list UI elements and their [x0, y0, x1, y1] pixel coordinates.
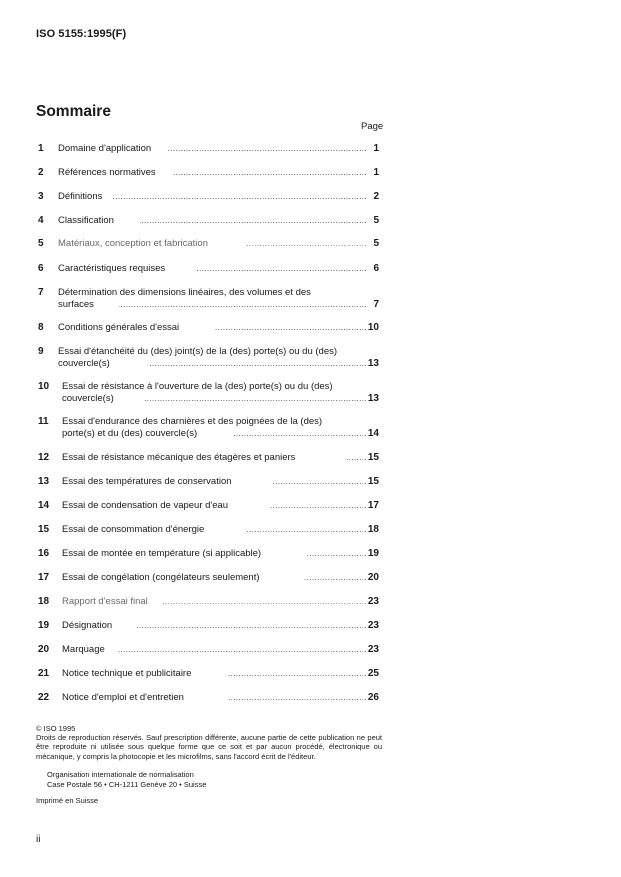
toc-dot-leader [143, 393, 367, 405]
page-folio: ii [36, 834, 41, 845]
toc-entry-title: Essai de condensation de vapeur d'eau [62, 500, 229, 511]
toc-dot-leader [118, 644, 367, 656]
toc-entry-number: 8 [38, 322, 44, 333]
toc-entry-number: 12 [38, 452, 50, 463]
toc-entry-title: Essai de consommation d'énergie [62, 524, 205, 535]
toc-entry-page: 15 [367, 452, 379, 463]
toc-entry-page: 18 [367, 524, 379, 535]
toc-entry-title: Détermination des dimensions linéaires, des volumes et des [58, 287, 311, 298]
toc-entry-number: 2 [38, 167, 44, 178]
toc-dot-leader [228, 668, 367, 680]
toc-entry-title: Notice technique et publicitaire [62, 668, 192, 679]
toc-entry-title: Essai des températures de conservation [62, 476, 232, 487]
toc-entry-number: 4 [38, 215, 44, 226]
toc-entry-number: 22 [38, 692, 50, 703]
toc-entry-title: Notice d'emploi et d'entretien [62, 692, 184, 703]
toc-entry-number: 20 [38, 644, 50, 655]
toc-entry-number: 10 [38, 381, 50, 392]
toc-entry-page: 10 [367, 322, 379, 333]
toc-entry-number: 16 [38, 548, 50, 559]
toc-entry-page: 1 [373, 167, 379, 178]
printed-in: Imprimé en Suisse [36, 796, 99, 805]
toc-entry-number: 21 [38, 668, 50, 679]
toc-dot-leader [119, 299, 367, 311]
toc-entry-title: Essai de montée en température (si applicable) [62, 548, 262, 559]
toc-entry-page: 26 [367, 692, 379, 703]
toc-entry-title: Essai de résistance mécanique des étagères et paniers [62, 452, 296, 463]
toc-entry-page: 19 [367, 548, 379, 559]
toc-entry-title: Classification [58, 215, 114, 226]
toc-entry-page: 7 [373, 299, 379, 310]
toc-dot-leader [214, 322, 367, 334]
toc-dot-leader [229, 692, 367, 704]
toc-entry-number: 6 [38, 263, 44, 274]
toc-entry-number: 1 [38, 143, 44, 154]
toc-dot-leader [246, 238, 367, 250]
toc-entry-page: 5 [373, 238, 379, 249]
toc-entry-title: Marquage [62, 644, 105, 655]
toc-entry-page: 25 [367, 668, 379, 679]
toc-entry-page: 23 [367, 596, 379, 607]
toc-dot-leader [245, 524, 367, 536]
toc-entry-title: Caractéristiques requises [58, 263, 166, 274]
toc-entry-number: 11 [38, 416, 49, 427]
toc-entry-title: Domaine d'application [58, 143, 152, 154]
toc-entry-page: 23 [367, 620, 379, 631]
toc-entry-page: 2 [373, 191, 379, 202]
toc-entry-page: 13 [367, 358, 379, 369]
toc-entry-title: Essai d'étanchéité du (des) joint(s) de la (des) porte(s) ou du (des) [58, 346, 338, 357]
toc-entry-number: 5 [38, 238, 44, 249]
toc-entry-number: 7 [38, 287, 44, 298]
toc-entry-page: 5 [373, 215, 379, 226]
toc-entry-page: 6 [373, 263, 379, 274]
toc-dot-leader [196, 263, 367, 275]
organization-block [47, 770, 206, 790]
toc-entry-page: 14 [367, 428, 379, 439]
toc-entry-number: 15 [38, 524, 50, 535]
document-header: ISO 5155:1995(F) [36, 28, 127, 40]
toc-entry-page: 1 [373, 143, 379, 154]
toc-dot-leader [140, 215, 367, 227]
toc-entry-page: 15 [367, 476, 379, 487]
toc-entry-number: 18 [38, 596, 50, 607]
page-title: Sommaire [36, 103, 111, 120]
toc-entry-title: Définitions [58, 191, 103, 202]
toc-dot-leader [137, 620, 367, 632]
toc-entry-title: Essai de congélation (congélateurs seulement) [62, 572, 260, 583]
toc-entry-number: 19 [38, 620, 50, 631]
toc-entry-title: porte(s) et du (des) couvercle(s) [62, 428, 198, 439]
toc-entry-title: Matériaux, conception et fabrication [58, 238, 208, 249]
toc-dot-leader [112, 191, 367, 203]
toc-dot-leader [234, 428, 367, 440]
toc-entry-title: Rapport d'essai final [62, 596, 148, 607]
toc-entry-number: 3 [38, 191, 44, 202]
toc-entry-title: Essai d'endurance des charnières et des poignées de la (des) [62, 416, 323, 427]
toc-entry-number: 9 [38, 346, 44, 357]
toc-dot-leader [173, 167, 367, 179]
organization-name: Organisation internationale de normalisation [47, 770, 194, 779]
toc-entry-page: 23 [367, 644, 379, 655]
copyright-line: © ISO 1995 [36, 724, 76, 733]
toc-entry-title: couvercle(s) [58, 358, 110, 369]
toc-entry-title: Désignation [62, 620, 113, 631]
toc-entry-title: couvercle(s) [62, 393, 114, 404]
toc-dot-leader [168, 143, 367, 155]
toc-entry-number: 13 [38, 476, 50, 487]
toc-entry-page: 13 [367, 393, 379, 404]
toc-entry-number: 14 [38, 500, 50, 511]
toc-entry-title: surfaces [58, 299, 94, 310]
toc-entry-page: 20 [367, 572, 379, 583]
page-column-label: Page [361, 121, 384, 132]
toc-dot-leader [162, 596, 367, 608]
toc-entry-title: Essai de résistance à l'ouverture de la (des) porte(s) ou du (des) [62, 381, 333, 392]
toc-entry-title: Conditions générales d'essai [58, 322, 180, 333]
organization-address: Case Postale 56 • CH-1211 Genève 20 • Suisse [47, 780, 207, 789]
copyright-notice: Droits de reproduction réservés. Sauf prescription différente, aucune partie de cette publication ne peut être reproduite ni utilisée sous quelque forme que ce soit et par aucun procédé, électronique ou mécanique, y compris la photocopie et les microfilms, sans l'accord écrit de l'éditeur. [36, 733, 382, 761]
toc-entry-title: Références normatives [58, 167, 156, 178]
toc-entry-page: 17 [367, 500, 379, 511]
copyright-block [36, 724, 382, 761]
toc-dot-leader [150, 358, 367, 370]
toc-entry-number: 17 [38, 572, 50, 583]
